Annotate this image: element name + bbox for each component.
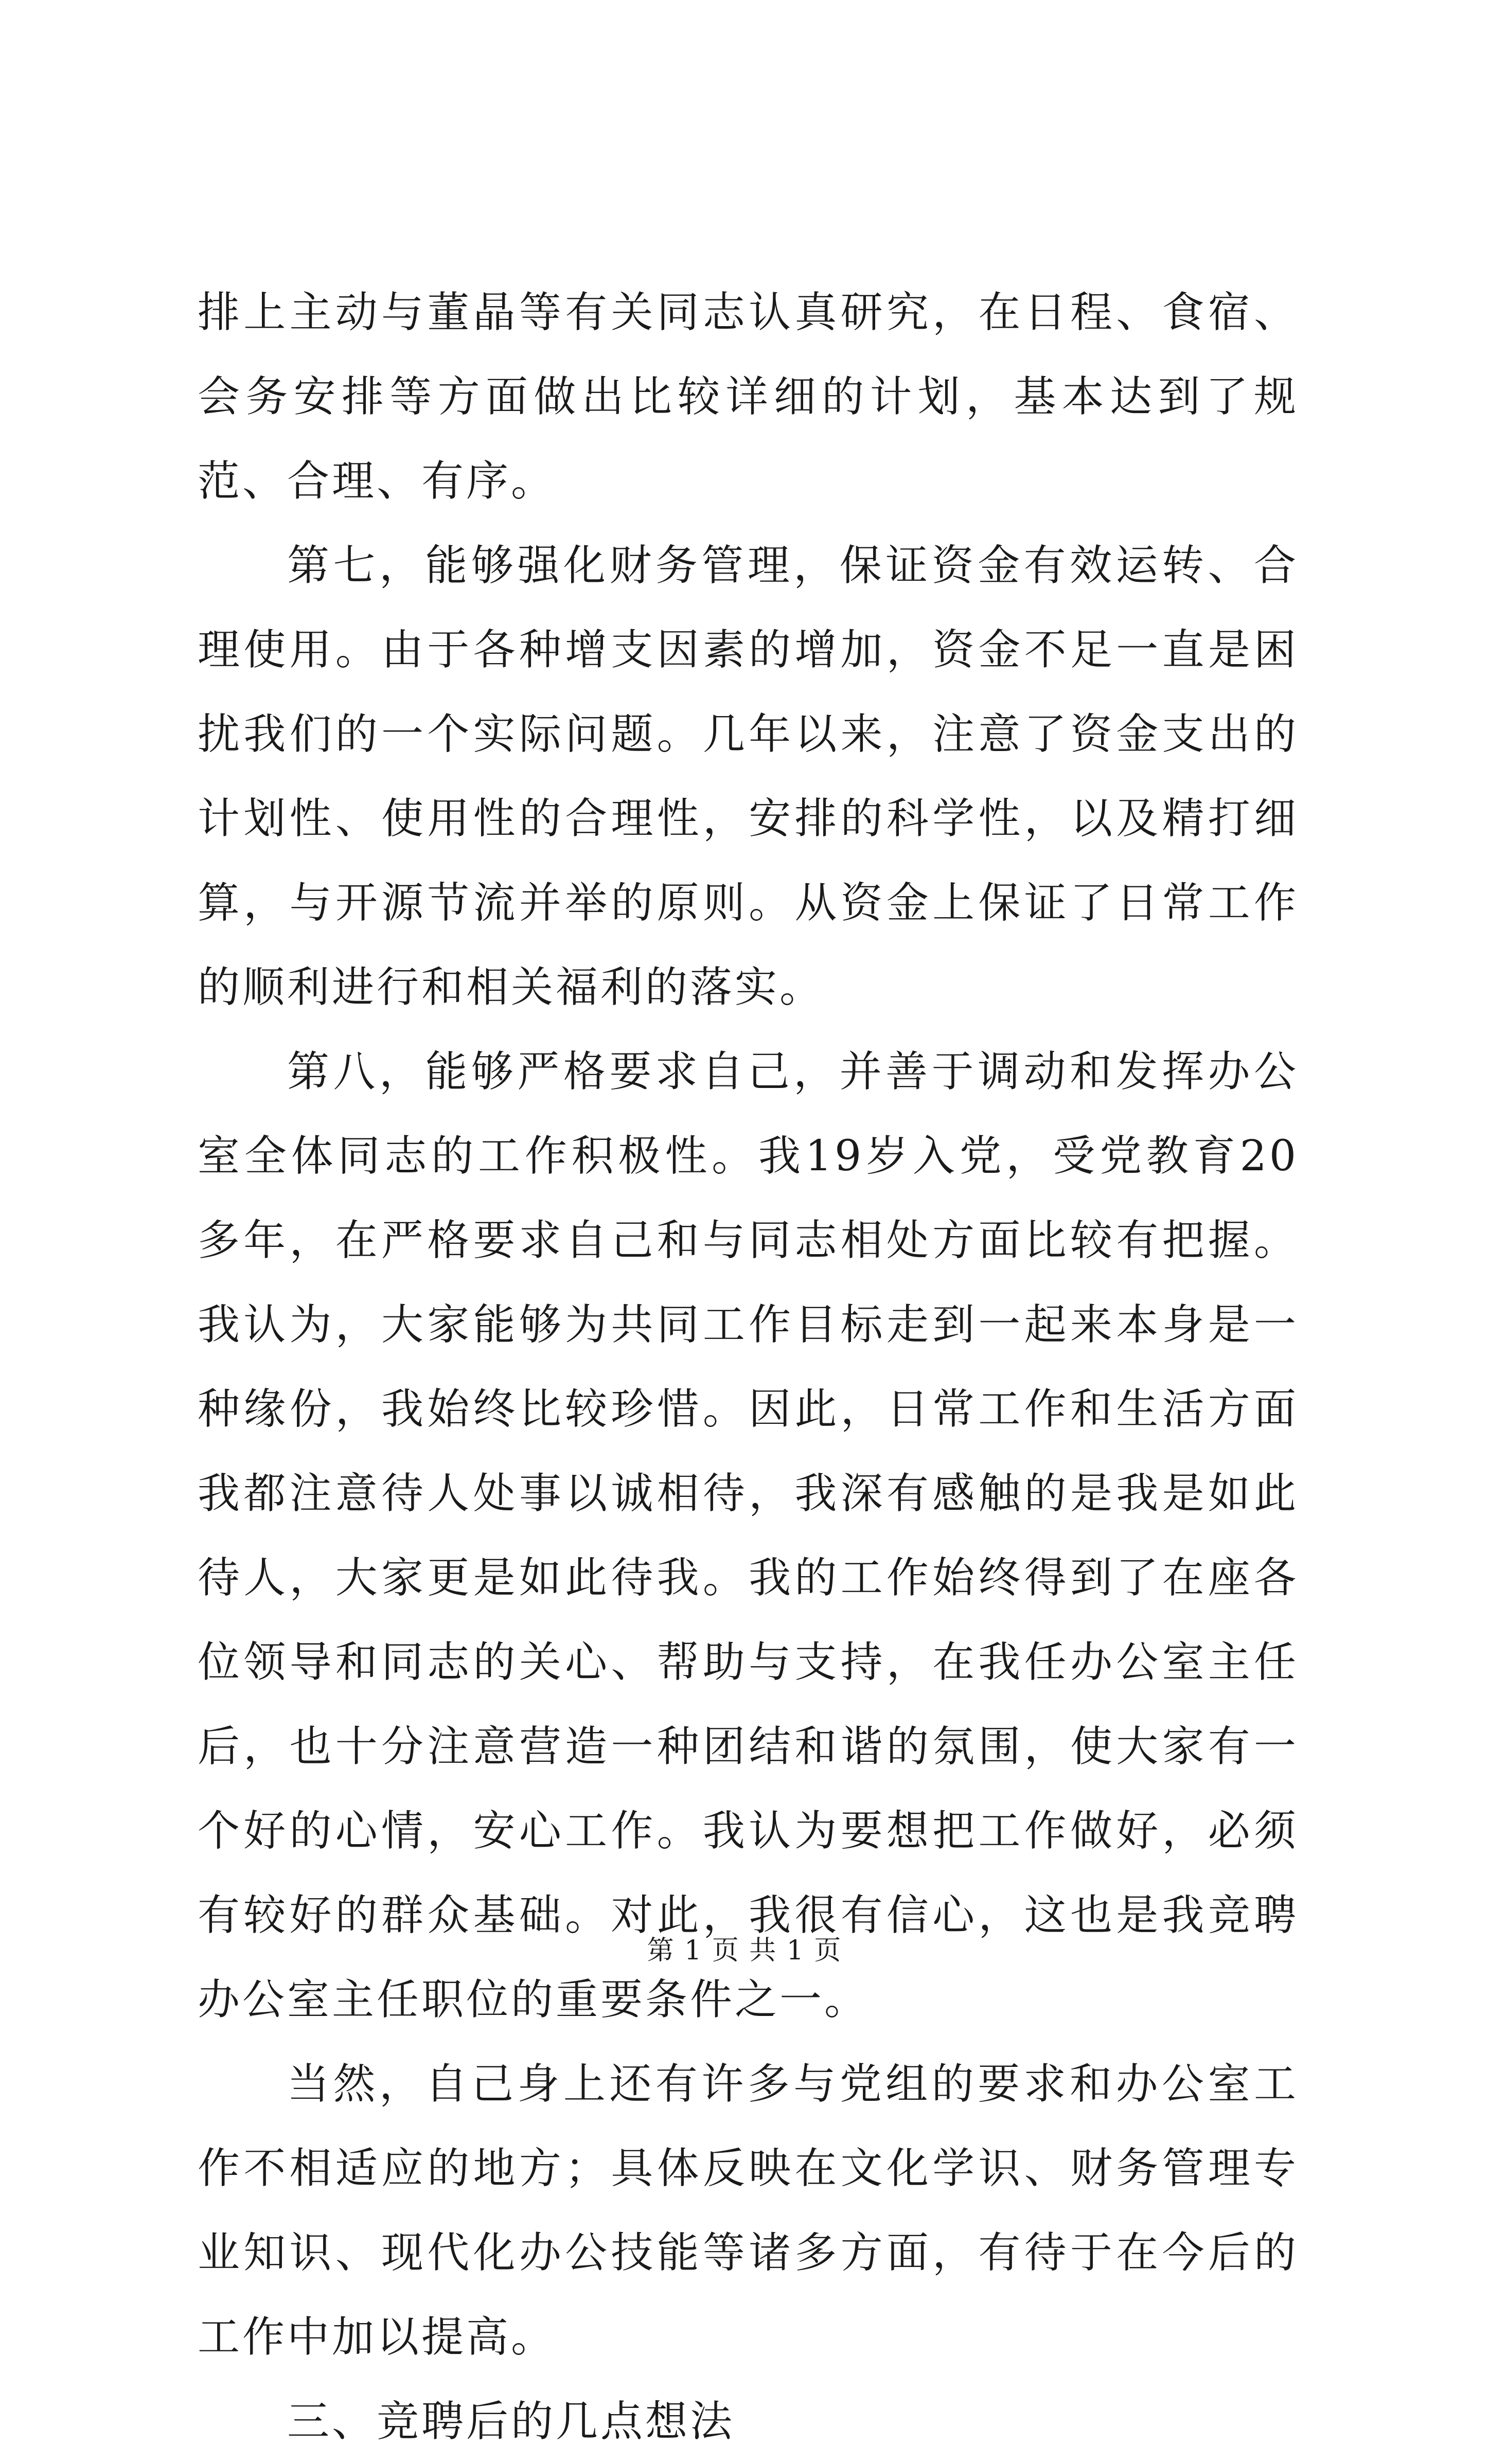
paragraph-continuation: 排上主动与董晶等有关同志认真研究，在日程、食宿、会务安排等方面做出比较详细的计划，基本达到了规范、合理、有序。 <box>198 288 1299 506</box>
document-body <box>198 271 1299 2464</box>
paragraph-shortcomings: 当然，自己身上还有许多与党组的要求和办公室工作不相适应的地方；具体反映在文化学识、财务管理专业知识、现代化办公技能等诸多方面，有待于在今后的工作中加以提高。 <box>198 2060 1299 2362</box>
paragraph-self-discipline: 第八，能够严格要求自己，并善于调动和发挥办公室全体同志的工作积极性。我19岁入党，受党教育20多年，在严格要求自己和与同志相处方面比较有把握。我认为，大家能够为共同工作目标走到一起来本身是一种缘份，我始终比较珍惜。因此，日常工作和生活方面我都注意待人处事以诚相待，我深有感触的是我是如此待人，大家更是如此待我。我的工作始终得到了在座各位领导和同志的关心、帮助与支持，在我任办公室主任后，也十分注意营造一种团结和谐的氛围，使大家有一个好的心情，安心工作。我认为要想把工作做好，必须有较好的群众基础。对此，我很有信心，这也是我竞聘办公室主任职位的重要条件之一。 <box>198 1047 1299 2024</box>
page-number-footer: 第 1 页 共 1 页 <box>647 1935 842 1966</box>
paragraph-financial-management: 第七，能够强化财务管理，保证资金有效运转、合理使用。由于各种增支因素的增加，资金不足一直是困扰我们的一个实际问题。几年以来，注意了资金支出的计划性、使用性的合理性，安排的科学性，以及精打细算，与开源节流并举的原则。从资金上保证了日常工作的顺利进行和相关福利的落实。 <box>198 541 1299 1012</box>
section-heading: 三、竞聘后的几点想法 <box>287 2397 735 2446</box>
